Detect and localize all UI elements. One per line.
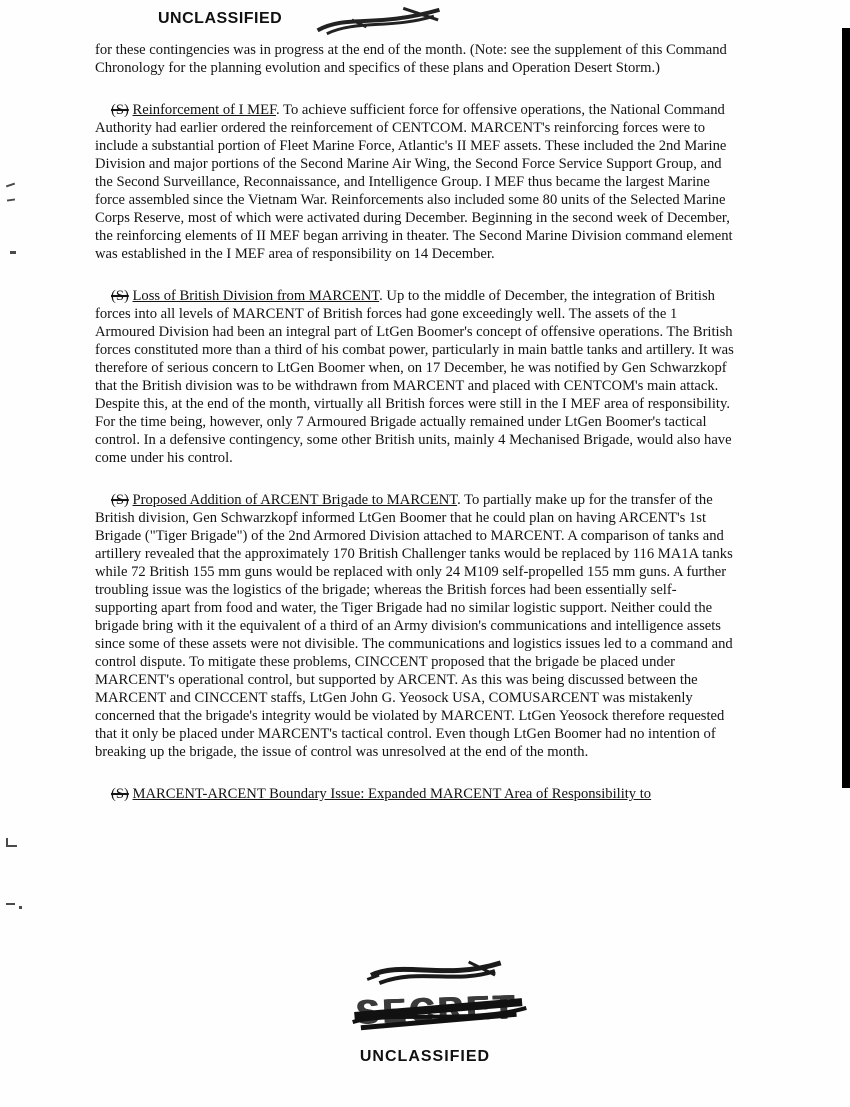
header-classification: UNCLASSIFIED (158, 10, 283, 27)
paragraph-boundary-issue (95, 785, 735, 803)
classification-marker: (S) (111, 102, 129, 118)
section-heading: Reinforcement of I MEF (132, 102, 277, 118)
classification-marker: (S) (111, 288, 129, 304)
scan-artifact (6, 838, 8, 847)
paragraph-text: . Up to the middle of December, the integration of British forces into all levels of MARCENT of British forces had gone exceedingly well. The assets of the 1 Armoured Division had been an integral part of LtGen Boomer's concept of offensive operations. The British forces constituted more than a third of his combat power, particularly in main battle tanks and artillery. It was therefore of serious concern to LtGen Boomer when, on 17 December, he was notified by Gen Schwarzkopf that the British division was to be withdrawn from MARCENT and placed with CENTCOM's main attack. Despite this, at the end of the month, virtually all British forces were still in the I MEF area of responsibility. For the time being, however, only 7 Armoured Brigade actually remained under LtGen Boomer's tactical control. In a defensive contingency, some other British units, mainly 4 Mechanised Brigade, would also have come under his control. (95, 288, 734, 466)
scan-artifact (7, 198, 15, 201)
scan-artifact (6, 183, 15, 188)
secret-stamp (348, 952, 529, 1050)
stamp-strike-scribble-icon (348, 952, 529, 1050)
scan-artifact (10, 251, 16, 254)
scan-edge-bar (842, 28, 850, 788)
paragraph-reinforcement-of-i-mef (95, 101, 735, 263)
document-body (95, 41, 735, 803)
classification-marker: (S) (111, 492, 129, 508)
scan-artifact (19, 906, 22, 909)
section-heading: Proposed Addition of ARCENT Brigade to MARCENT (132, 492, 458, 508)
scribble-mark-icon (311, 0, 448, 41)
paragraph-text: for these contingencies was in progress at the end of the month. (Note: see the supplement of this Command Chronology for the planning evolution and specifics of these plans and Operation Desert Storm.) (95, 42, 727, 76)
paragraph-text: . To achieve sufficient force for offensive operations, the National Command Authority had earlier ordered the reinforcement of CENTCOM. MARCENT's reinforcing forces were to include a substantial portion of Fleet Marine Force, Atlantic's II MEF assets. These included the 2nd Marine Division and major portions of the Second Marine Air Wing, the Second Force Service Support Group, and the Second Surveillance, Reconnaissance, and Intelligence Group. I MEF thus became the largest Marine force assembled since the Vietnam War. Reinforcements also included some 80 units of the Selected Marine Corps Reserve, most of which were activated during December. Beginning in the second week of December, the reinforcing elements of II MEF began arriving in theater. The Second Marine Division command element was established in the I MEF area of responsibility on 14 December. (95, 102, 733, 262)
paragraph-proposed-addition-arcent-brigade (95, 491, 735, 761)
stamp-text: SECRET (355, 988, 519, 1032)
paragraph-loss-of-british-division (95, 287, 735, 467)
paragraph-continuation (95, 41, 735, 77)
section-heading: MARCENT-ARCENT Boundary Issue: Expanded MARCENT Area of Responsibility to (132, 786, 652, 802)
scan-artifact (6, 903, 15, 905)
classification-marker: (S) (111, 786, 129, 802)
footer-classification: UNCLASSIFIED (359, 1048, 491, 1065)
section-heading: Loss of British Division from MARCENT (132, 288, 380, 304)
paragraph-text: . To partially make up for the transfer of the British division, Gen Schwarzkopf informed LtGen Boomer that he could plan on having ARCENT's 1st Brigade ("Tiger Brigade") of the 2nd Armored Division attached to MARCENT. A comparison of tanks and artillery revealed that the approximately 170 British Challenger tanks would be replaced by 116 MA1A tanks while 72 British 155 mm guns would be replaced with only 24 M109 self-propelled 155 mm guns. A further troubling issue was the logistics of the brigade; whereas the British forces had been essentially self-supporting apart from food and water, the Tiger Brigade had no similar logistic support. Neither could the brigade bring with it the equivalent of a third of an Army division's communications and intelligence assets since some of these assets were not divisible. The communications and logistics issues led to a command and control dispute. To mitigate these problems, CINCCENT proposed that the brigade be placed under MARCENT's operational control, but supported by ARCENT. As this was being discussed between the MARCENT and CINCCENT staffs, LtGen John G. Yeosock USA, COMUSARCENT was mistakenly concerned that the brigade's integrity would be violated by MARCENT. LtGen Yeosock therefore requested that it only be placed under MARCENT's tactical control. Even though LtGen Boomer had no intention of breaking up the brigade, the issue of control was unresolved at the end of the month. (95, 492, 733, 760)
